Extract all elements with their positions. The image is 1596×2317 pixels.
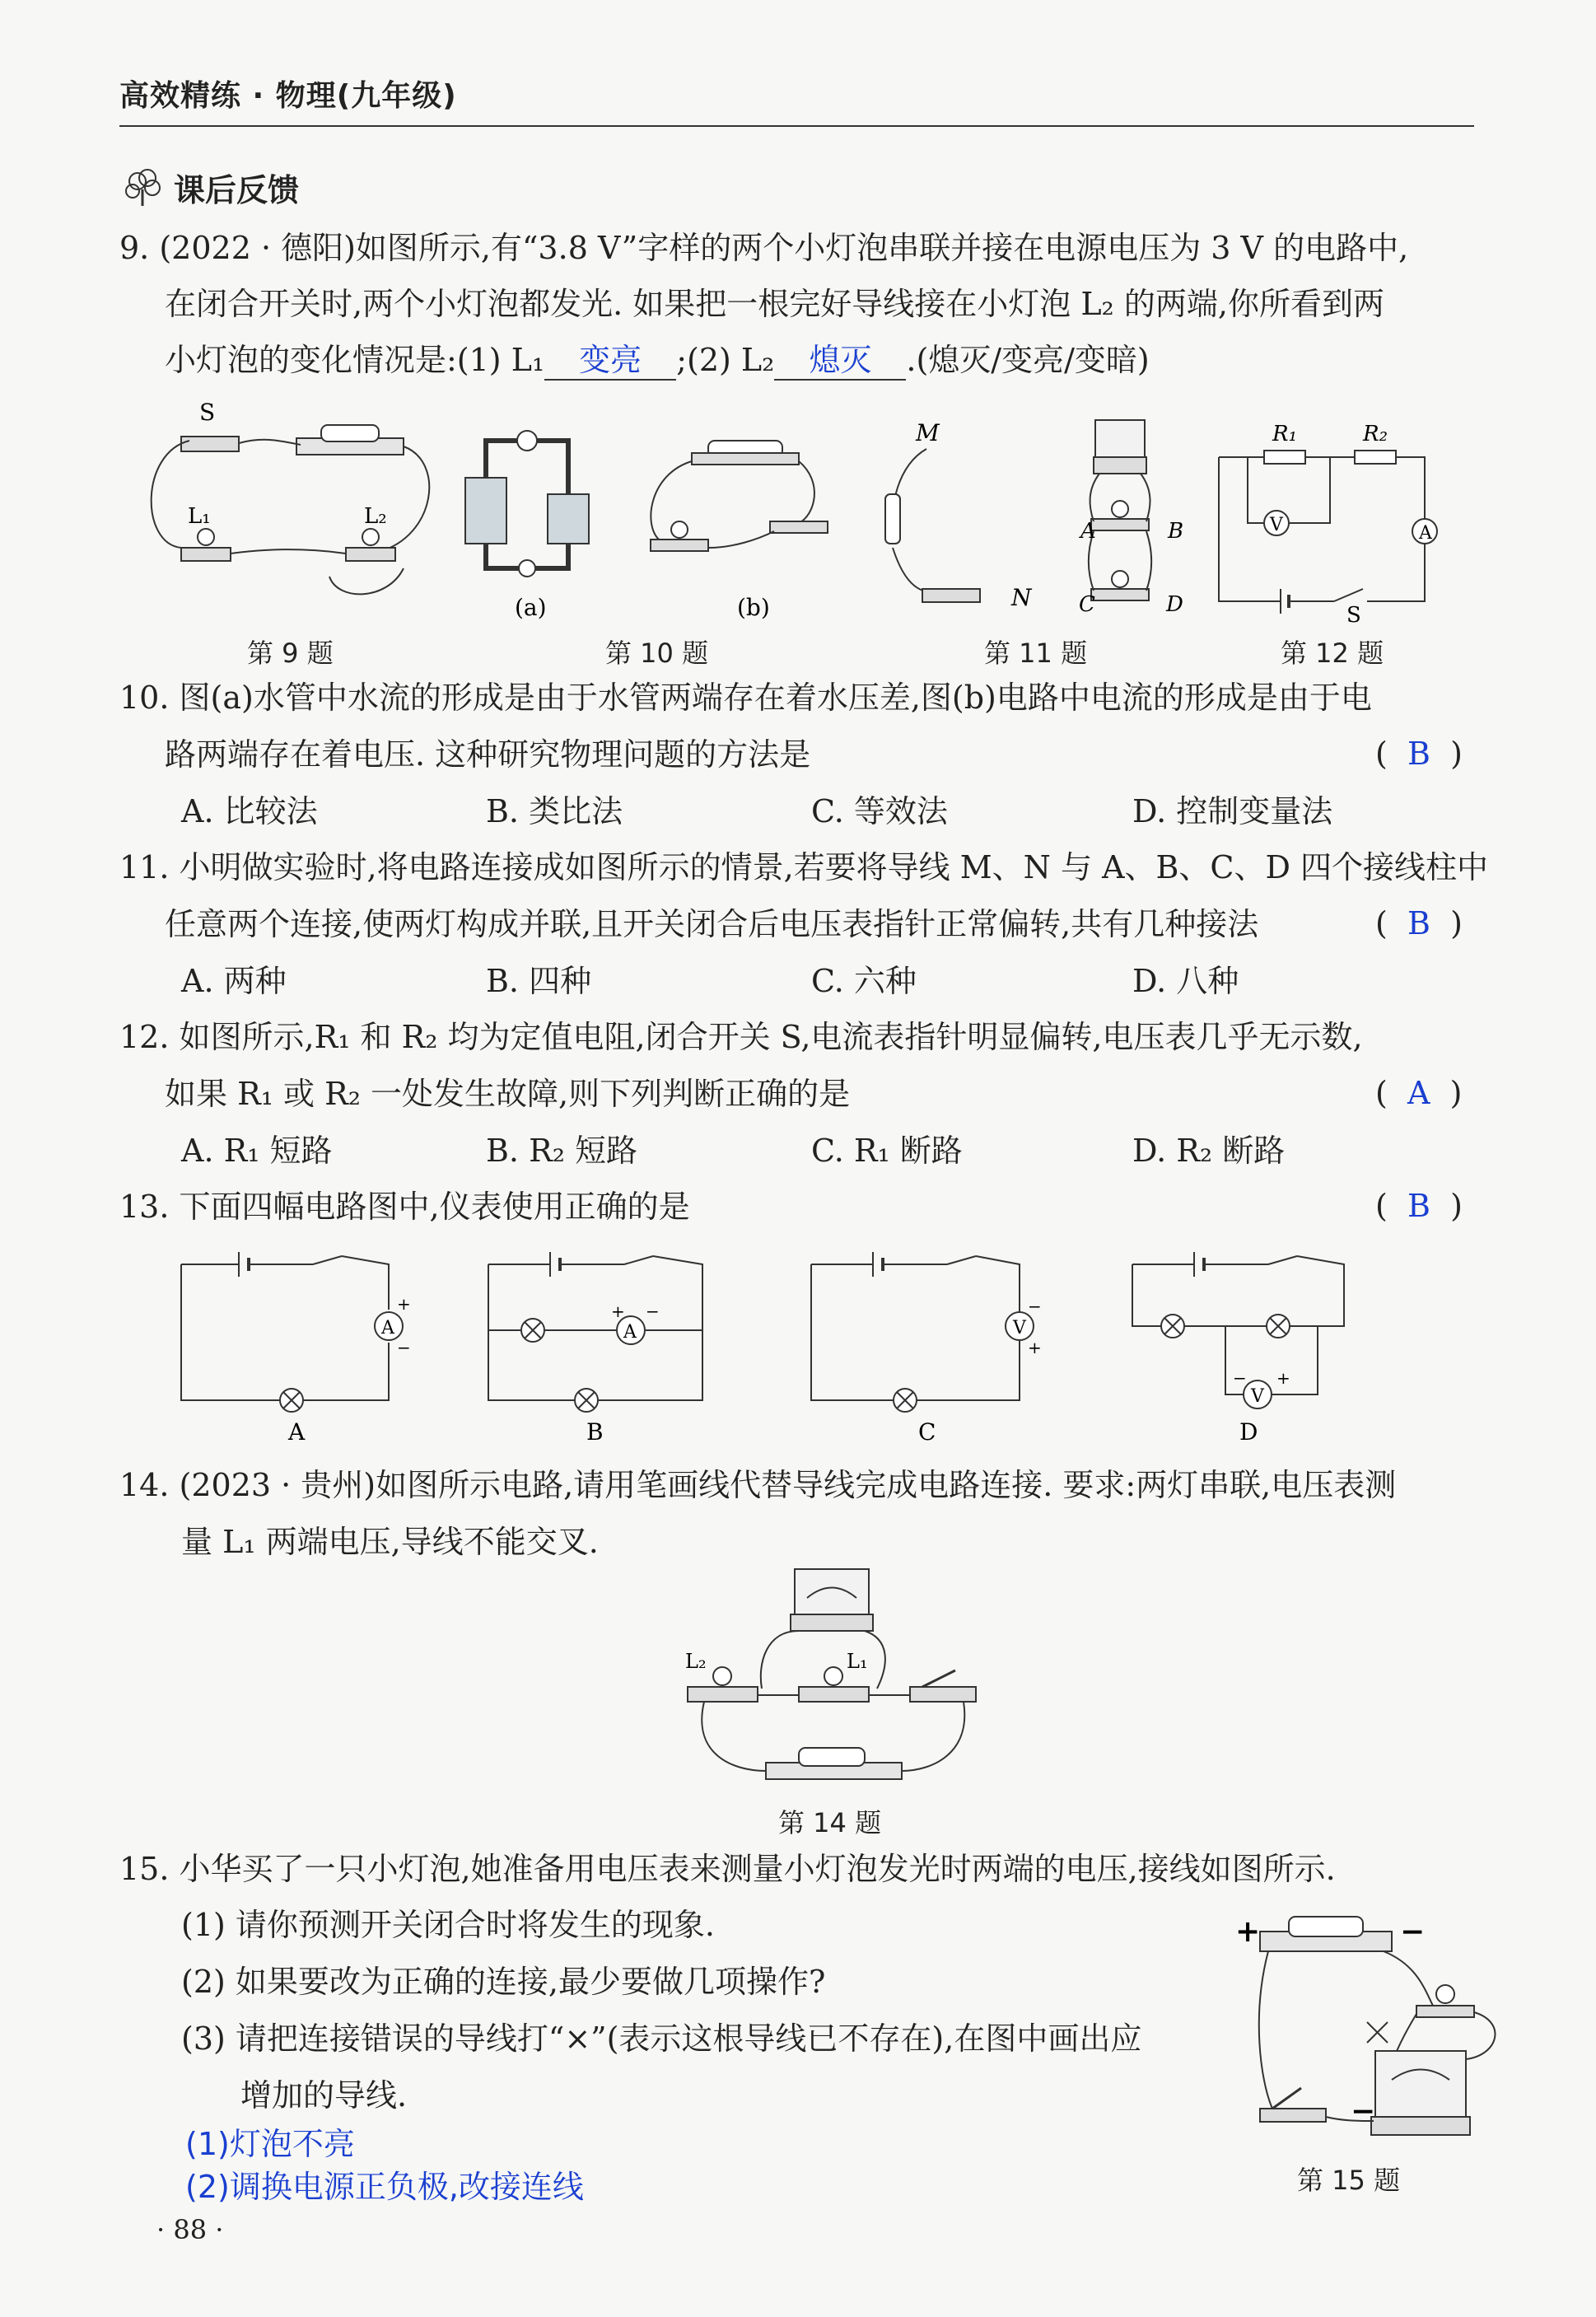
q12-line1: 12. 如图所示,R₁ 和 R₂ 均为定值电阻,闭合开关 S,电流表指针明显偏转,电压表几乎无示数, [119, 1019, 1363, 1055]
q11-option-c: C. 六种 [811, 963, 917, 999]
fig9-label-l2: L₂ [364, 504, 387, 529]
fig9-label-l1: L₁ [188, 504, 211, 529]
q13c-minus: − [1028, 1296, 1042, 1316]
q12-answer: A [1407, 1075, 1430, 1111]
q11-line1: 11. 小明做实验时,将电路连接成如图所示的情景,若要将导线 M、N 与 A、B、C、D 四个接线柱中 [119, 849, 1489, 885]
q10-line1: 10. 图(a)水管中水流的形成是由于水管两端存在着水压差,图(b)电路中电流的形成是由于电 [119, 680, 1372, 716]
q9-answer1: 变亮 [544, 341, 676, 381]
q13a-meter: A [381, 1318, 394, 1338]
q9-line3-suffix: .(熄灭/变亮/变暗) [906, 342, 1150, 378]
q13c-meter: V [1013, 1318, 1026, 1338]
fig11-diagram [873, 416, 1219, 626]
q12-option-c: C. R₁ 断路 [811, 1133, 963, 1169]
fig11-label-d: D [1166, 592, 1183, 617]
q15-handwritten-answer1: (1)灯泡不亮 [185, 2126, 355, 2162]
q13-circuit-c [807, 1248, 1054, 1446]
q13-circuit-a [173, 1248, 420, 1446]
q13a-minus: − [397, 1338, 411, 1357]
q15-caption: 第 15 题 [1297, 2165, 1401, 2196]
q15-sub1: (1) 请你预测开关闭合时将发生的现象. [181, 1907, 715, 1943]
q9-line1: 9. (2022 · 德阳)如图所示,有“3.8 V”字样的两个小灯泡串联并接在电源电压为 3 V 的电路中, [119, 230, 1409, 266]
q13c-label: C [918, 1418, 936, 1446]
q12-line2: 如果 R₁ 或 R₂ 一处发生故障,则下列判断正确的是 [165, 1076, 851, 1112]
fig11-caption: 第 11 题 [984, 638, 1088, 669]
q10-option-a: A. 比较法 [181, 793, 318, 829]
q13-answer-paren: ( B ) [1375, 1188, 1463, 1224]
q13a-plus: + [397, 1294, 411, 1314]
fig11-label-b: B [1168, 519, 1184, 544]
q10-line2: 路两端存在着电压. 这种研究物理问题的方法是 [165, 736, 811, 773]
q15-circuit [1227, 1915, 1507, 2154]
q11-answer: B [1407, 905, 1430, 941]
q15-sub3b: 增加的导线. [240, 2077, 408, 2114]
fig9-caption: 第 9 题 [247, 638, 334, 669]
q15-plus: + [1235, 1914, 1261, 1949]
q13d-label: D [1239, 1418, 1258, 1446]
fig12-circuit [1215, 420, 1445, 626]
q10-option-c: C. 等效法 [811, 793, 948, 829]
section-heading [119, 165, 299, 210]
fig12-ammeter-label: A [1419, 523, 1432, 544]
fig12-caption: 第 12 题 [1281, 638, 1384, 669]
q15-sub2: (2) 如果要改为正确的连接,最少要做几项操作? [181, 1964, 826, 2000]
q9-line3-prefix: 小灯泡的变化情况是:(1) L₁ [165, 342, 545, 378]
q14-circuit [684, 1565, 980, 1787]
q12-option-b: B. R₂ 短路 [486, 1133, 638, 1169]
fig11-label-a: A [1080, 519, 1096, 544]
q13d-meter: V [1251, 1386, 1264, 1407]
q13a-label: A [288, 1418, 306, 1446]
fig12-label-s: S [1346, 603, 1361, 628]
q11-answer-paren: ( B ) [1375, 905, 1463, 941]
q13c-plus: + [1028, 1338, 1042, 1357]
q13-circuit-b [484, 1248, 731, 1446]
q14-label-l2: L₂ [685, 1650, 707, 1673]
q13b-plus: + [611, 1301, 625, 1321]
q12-option-a: A. R₁ 短路 [181, 1133, 333, 1169]
q13b-meter: A [623, 1322, 637, 1343]
q14-label-l1: L₁ [847, 1650, 868, 1673]
fig10-label-a: (a) [515, 594, 547, 621]
q14-line2: 量 L₁ 两端电压,导线不能交叉. [181, 1524, 599, 1560]
q15-handwritten-answer2: (2)调换电源正负极,改接连线 [185, 2169, 584, 2205]
fig10-diagram [461, 424, 856, 622]
q13b-minus: − [646, 1301, 660, 1321]
fig12-label-r1: R₁ [1272, 422, 1297, 446]
q11-option-d: D. 八种 [1132, 963, 1239, 999]
q9-line3 [165, 341, 1150, 381]
fig11-label-m: M [916, 419, 940, 446]
q11-option-b: B. 四种 [486, 963, 592, 999]
q13-line1: 13. 下面四幅电路图中,仪表使用正确的是 [119, 1189, 690, 1225]
fig10-caption: 第 10 题 [605, 638, 709, 669]
header-title: 高效精练 · 物理(九年级) [119, 79, 457, 113]
q13d-minus: − [1233, 1368, 1247, 1388]
q13-circuit-d [1128, 1248, 1375, 1446]
q13b-label: B [586, 1418, 604, 1446]
q12-answer-paren: ( A ) [1375, 1075, 1463, 1111]
q15-minus: − [1400, 1914, 1426, 1949]
header-divider [119, 125, 1474, 127]
fig11-label-c: C [1079, 592, 1095, 617]
q10-answer-paren: ( B ) [1375, 736, 1463, 772]
q13d-plus: + [1276, 1368, 1290, 1388]
q12-option-d: D. R₂ 断路 [1132, 1133, 1286, 1169]
fig9-circuit [140, 399, 453, 626]
q15-minus-meter: − [1351, 2094, 1376, 2128]
q9-line2: 在闭合开关时,两个小灯泡都发光. 如果把一根完好导线接在小灯泡 L₂ 的两端,你所看到两 [165, 286, 1384, 322]
page-number: · 88 · [156, 2214, 224, 2245]
q15-sub3a: (3) 请把连接错误的导线打“×”(表示这根导线已不存在),在图中画出应 [181, 2020, 1142, 2057]
q11-option-a: A. 两种 [181, 963, 287, 999]
q10-option-b: B. 类比法 [486, 793, 623, 829]
tree-icon [119, 168, 169, 208]
q14-caption: 第 14 题 [778, 1807, 882, 1838]
q14-line1: 14. (2023 · 贵州)如图所示电路,请用笔画线代替导线完成电路连接. 要求:两灯串联,电压表测 [119, 1467, 1397, 1503]
fig9-label-s: S [199, 399, 216, 426]
q13-answer: B [1407, 1188, 1430, 1224]
q9-line3-mid: ;(2) L₂ [676, 342, 775, 378]
fig10-label-b: (b) [737, 594, 770, 621]
fig11-label-n: N [1011, 584, 1032, 611]
section-title: 课后反馈 [174, 172, 300, 208]
fig12-label-r2: R₂ [1363, 422, 1388, 446]
q9-answer2: 熄灭 [774, 341, 906, 381]
fig12-voltmeter-label: V [1270, 515, 1283, 535]
q10-answer: B [1407, 736, 1430, 772]
q10-option-d: D. 控制变量法 [1132, 793, 1333, 829]
q11-line2: 任意两个连接,使两灯构成并联,且开关闭合后电压表指针正常偏转,共有几种接法 [165, 906, 1259, 942]
q15-line1: 15. 小华买了一只小灯泡,她准备用电压表来测量小灯泡发光时两端的电压,接线如图所示. [119, 1851, 1336, 1887]
